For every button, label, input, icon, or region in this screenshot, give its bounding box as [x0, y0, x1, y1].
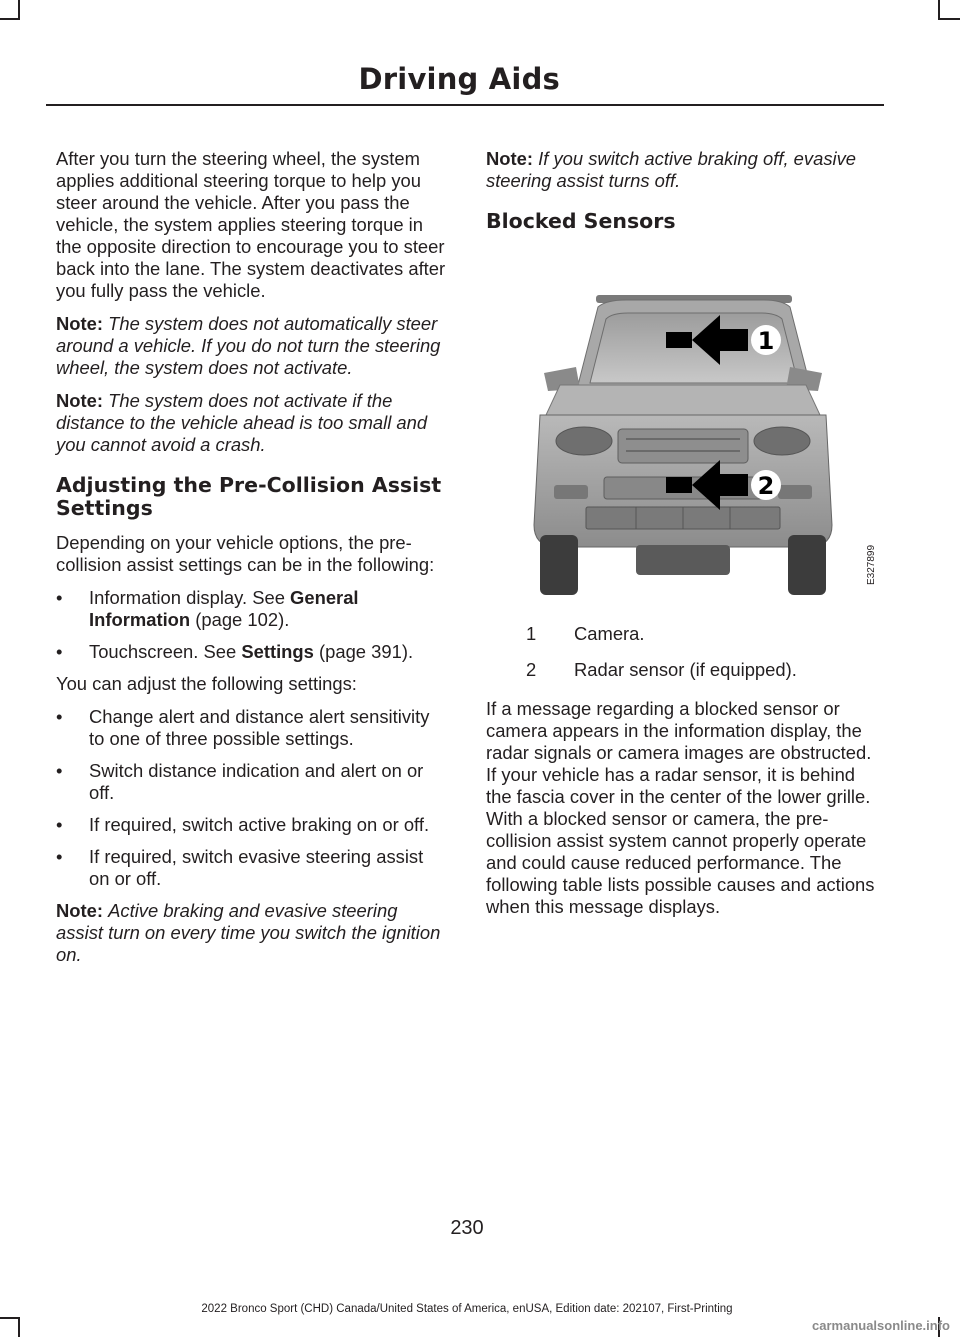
radar-marker [666, 477, 692, 493]
callout-2: 2 [757, 472, 775, 500]
crop-mark [938, 0, 940, 20]
note-label: Note: [486, 148, 533, 169]
legend-number: 1 [526, 623, 537, 644]
right-headlight [754, 427, 810, 455]
bullet-icon: • [56, 641, 63, 662]
legend-item [486, 623, 880, 645]
legend-text: Camera. [574, 623, 645, 644]
bullet-item: • Switch distance indication and alert on or off. [56, 760, 424, 803]
right-tire [788, 535, 826, 595]
vehicle-front-illustration [486, 245, 880, 605]
watermark: carmanualsonline.info [812, 1318, 950, 1333]
camera-marker [666, 332, 692, 348]
page-title: Driving Aids [358, 62, 560, 96]
note-text: If you switch active braking off, evasive steering assist turns off. [486, 148, 857, 191]
settings-list-intro: You can adjust the following settings: [56, 673, 357, 694]
note-active-braking [486, 148, 880, 192]
bullet-item: • Touchscreen. See Settings (page 391). [56, 641, 414, 662]
left-column [56, 148, 448, 977]
bullet-icon: • [56, 760, 63, 781]
crop-mark [0, 1317, 20, 1319]
legend-text: Radar sensor (if equipped). [574, 659, 797, 680]
legend-number: 2 [526, 659, 537, 680]
note-label: Note: [56, 390, 103, 411]
legend-item [486, 659, 880, 681]
note-label: Note: [56, 900, 103, 921]
right-column [486, 148, 880, 929]
left-headlight [556, 427, 612, 455]
note-text: The system does not automatically steer around a vehicle. If you do not turn the steering wheel, the system does not activate. [56, 313, 441, 378]
intro-paragraph: After you turn the steering wheel, the system applies additional steering torque to help you steer around the vehicle. After you pass the vehicle, the system applies steering torque in the opposite direction to encourage you to steer back into the lane. The system deactivates after you fully pass the vehicle. [56, 148, 446, 301]
left-tire [540, 535, 578, 595]
bullet-icon: • [56, 846, 63, 867]
upper-grille [618, 429, 748, 463]
page-reference-link[interactable]: Settings [241, 641, 314, 662]
bullet-icon: • [56, 706, 63, 727]
crop-mark [940, 18, 960, 20]
vehicle-illustration [486, 245, 880, 605]
crop-mark [0, 18, 20, 20]
note-3 [56, 900, 448, 966]
page-reference-link[interactable]: General Information [89, 587, 359, 630]
left-fog-light [554, 485, 588, 499]
callout-1: 1 [757, 327, 775, 355]
note-text: Active braking and evasive steering assist turn on every time you switch the ignition on. [56, 900, 441, 965]
bullet-icon: • [56, 587, 63, 608]
blocked-sensor-paragraph: If a message regarding a blocked sensor or camera appears in the information display, the radar signals or camera images are obstructed. If your vehicle has a radar sensor, it is behind the fascia cover in the center of the lower grille. With a blocked sensor or camera, the pre-collision assist system cannot properly operate and could cause reduced performance. The following table lists possible causes and actions when this message displays. [486, 698, 875, 917]
figure-code: E327899 [866, 544, 877, 585]
note-text: The system does not activate if the distance to the vehicle ahead is too small and you cannot avoid a crash. [56, 390, 428, 455]
under-tray [636, 545, 730, 575]
bullet-item: • Information display. See General Information (page 102). [56, 587, 359, 630]
bullet-item: • Change alert and distance alert sensitivity to one of three possible settings. [56, 706, 430, 749]
note-2 [56, 390, 448, 456]
crop-mark [18, 0, 20, 20]
right-fog-light [778, 485, 812, 499]
note-1 [56, 313, 448, 379]
figure-legend [486, 623, 880, 681]
header-rule [46, 104, 884, 106]
hood [546, 385, 820, 415]
footer-text: 2022 Bronco Sport (CHD) Canada/United States of America, enUSA, Edition date: 202107, First-Printing [201, 1303, 733, 1315]
bullet-item: • If required, switch active braking on or off. [56, 814, 430, 835]
page-number: 230 [450, 1217, 484, 1239]
note-label: Note: [56, 313, 103, 334]
settings-intro: Depending on your vehicle options, the pre-collision assist settings can be in the following: [56, 532, 435, 575]
bullet-icon: • [56, 814, 63, 835]
section-heading-blocked-sensors: Blocked Sensors [486, 209, 676, 233]
bullet-item: • If required, switch evasive steering assist on or off. [56, 846, 424, 889]
crop-mark [18, 1317, 20, 1337]
section-heading-settings: Adjusting the Pre-Collision Assist Settings [56, 473, 442, 520]
